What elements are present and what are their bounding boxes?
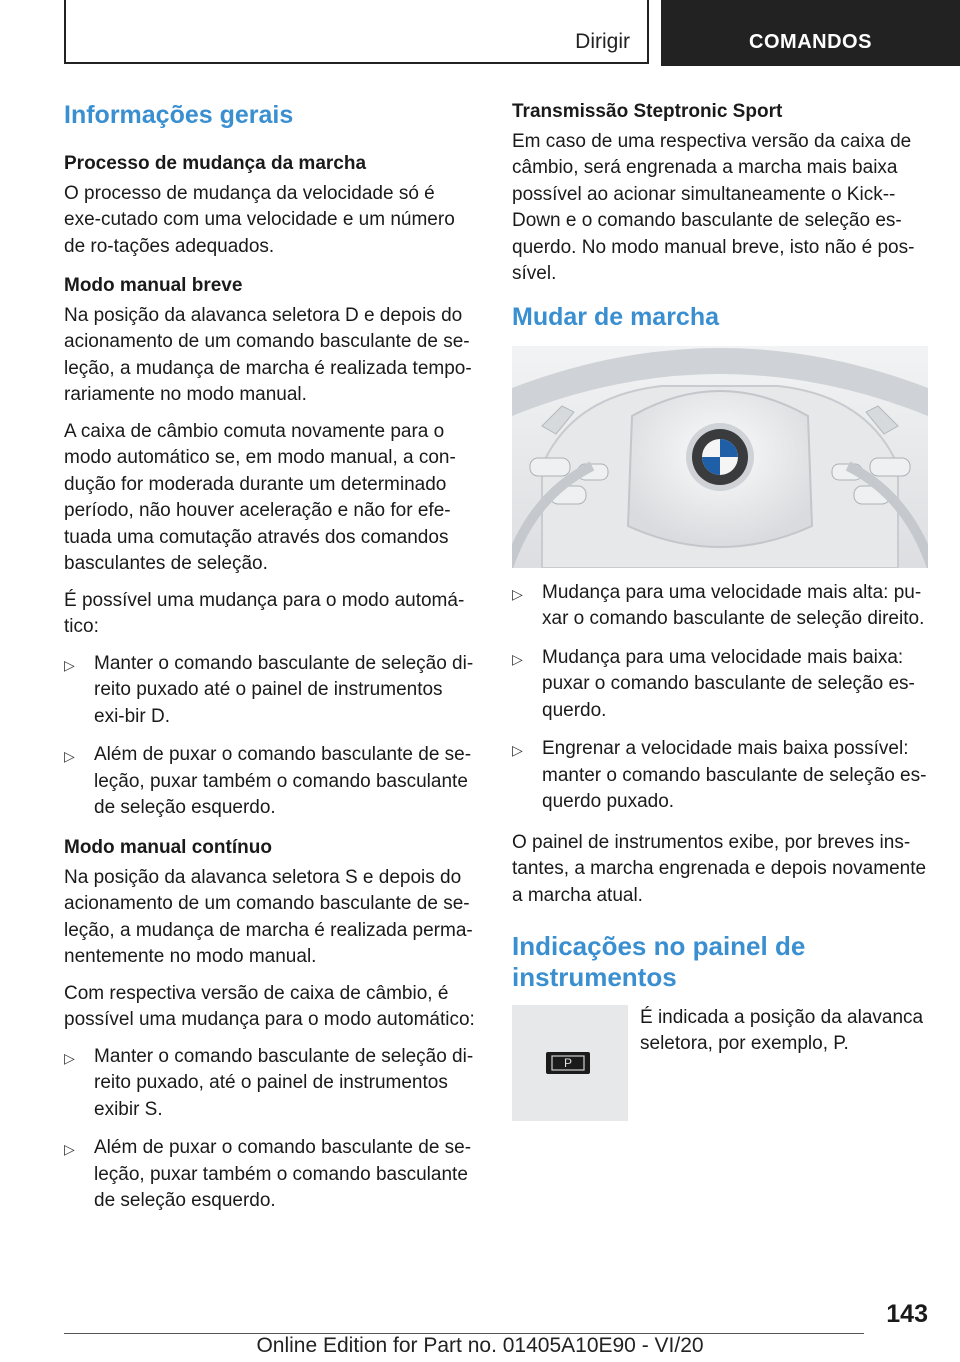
paragraph: Na posição da alavanca seletora S e depois do acionamento de um comando basculante de se-leção, a mudança de marcha é realizada perma-nentemente no modo manual. [64, 866, 473, 968]
list-item: ▷ Manter o comando basculante de seleção di-reito puxado até o painel de instrumentos exi-bir D. [64, 652, 474, 727]
section-shift-process [64, 152, 476, 260]
list-item: ▷ Manter o comando basculante de seleção di-reito puxado, até o painel de instrumentos exibir S. [64, 1045, 474, 1120]
heading-brief-manual: Modo manual breve [64, 275, 243, 297]
section-title-indications: Indicações no painel de instrumentos [512, 931, 806, 992]
text-shift-process: O processo de mudança da velocidade só é exe-cutado com uma velocidade e um número de ro-tações adequados. [64, 182, 455, 257]
header-frame [64, 0, 649, 64]
section-title-shifting: Mudar de marcha [512, 302, 720, 331]
footer-edition: Online Edition for Part no. 01405A10E90 - VI/20 [256, 1334, 704, 1357]
paragraph: Com respectiva versão de caixa de câmbio, é possível uma mudança para o modo automático: [64, 982, 475, 1031]
paragraph: O painel de instrumentos exibe, por breves ins-tantes, a marcha engrenada e depois novamente a marcha atual. [512, 831, 927, 906]
header-chapter-tab: COMANDOS [661, 0, 960, 66]
right-column [512, 100, 928, 1121]
list-item: ▷ Engrenar a velocidade mais baixa possível: manter o comando basculante de seleção es-querdo puxado. [512, 738, 927, 813]
section-continuous-manual [64, 836, 476, 1215]
triangle-bullet-icon: ▷ [512, 585, 523, 602]
indicator-block [512, 1005, 928, 1121]
heading-continuous-manual: Modo manual contínuo [64, 836, 272, 858]
section-brief-manual [64, 274, 476, 822]
bullet-list [64, 651, 476, 822]
triangle-bullet-icon: ▷ [64, 748, 75, 765]
paragraph: Em caso de uma respectiva versão da caixa de câmbio, será engrenada a marcha mais baixa possível ao acionar simultaneamente o Kick--Down e o comando basculante de seleção es-querdo. No modo manual breve, isto não é pos-sível. [512, 130, 915, 285]
bullet-list [512, 580, 928, 816]
triangle-bullet-icon: ▷ [64, 1141, 75, 1158]
heading-steptronic: Transmissão Steptronic Sport [512, 101, 783, 122]
steering-wheel-image [512, 346, 928, 568]
gear-indicator-image [512, 1005, 628, 1121]
list-item: ▷ Mudança para uma velocidade mais baixa: puxar o comando basculante de seleção es-querdo. [512, 646, 915, 721]
list-item: ▷ Mudança para uma velocidade mais alta: pu-xar o comando basculante de seleção direito. [512, 581, 925, 630]
triangle-bullet-icon: ▷ [64, 1049, 75, 1066]
triangle-bullet-icon: ▷ [512, 742, 523, 759]
page-number: 143 [886, 1300, 928, 1328]
gear-letter: P [563, 1055, 573, 1070]
heading-shift-process: Processo de mudança da marcha [64, 153, 367, 174]
list-item: ▷ Além de puxar o comando basculante de se-leção, puxar também o comando basculante de seleção esquerdo. [64, 1137, 472, 1212]
triangle-bullet-icon: ▷ [512, 650, 523, 667]
section-steptronic [512, 100, 928, 288]
list-item: ▷ Além de puxar o comando basculante de se-leção, puxar também o comando basculante de seleção esquerdo. [64, 744, 472, 819]
triangle-bullet-icon: ▷ [64, 656, 75, 673]
header-section-label: Dirigir [575, 30, 630, 53]
text-indication: É indicada a posição da alavanca seletora, por exemplo, P. [640, 1006, 924, 1055]
paragraph: É possível uma mudança para o modo automá-tico: [64, 589, 465, 638]
bullet-list [64, 1044, 476, 1215]
left-column [64, 100, 476, 1229]
paragraph: A caixa de câmbio comuta novamente para o modo automático se, em modo manual, a con-dução for moderada durante um determinado período, não houver aceleração e não for efe-tuada uma comutação através dos comandos basculantes de seleção. [64, 420, 456, 575]
section-title-general: Informações gerais [64, 101, 294, 129]
paragraph: Na posição da alavanca seletora D e depois do acionamento de um comando basculante de se-leção, a mudança de marcha é realizada tempo-rariamente no modo manual. [64, 304, 472, 406]
